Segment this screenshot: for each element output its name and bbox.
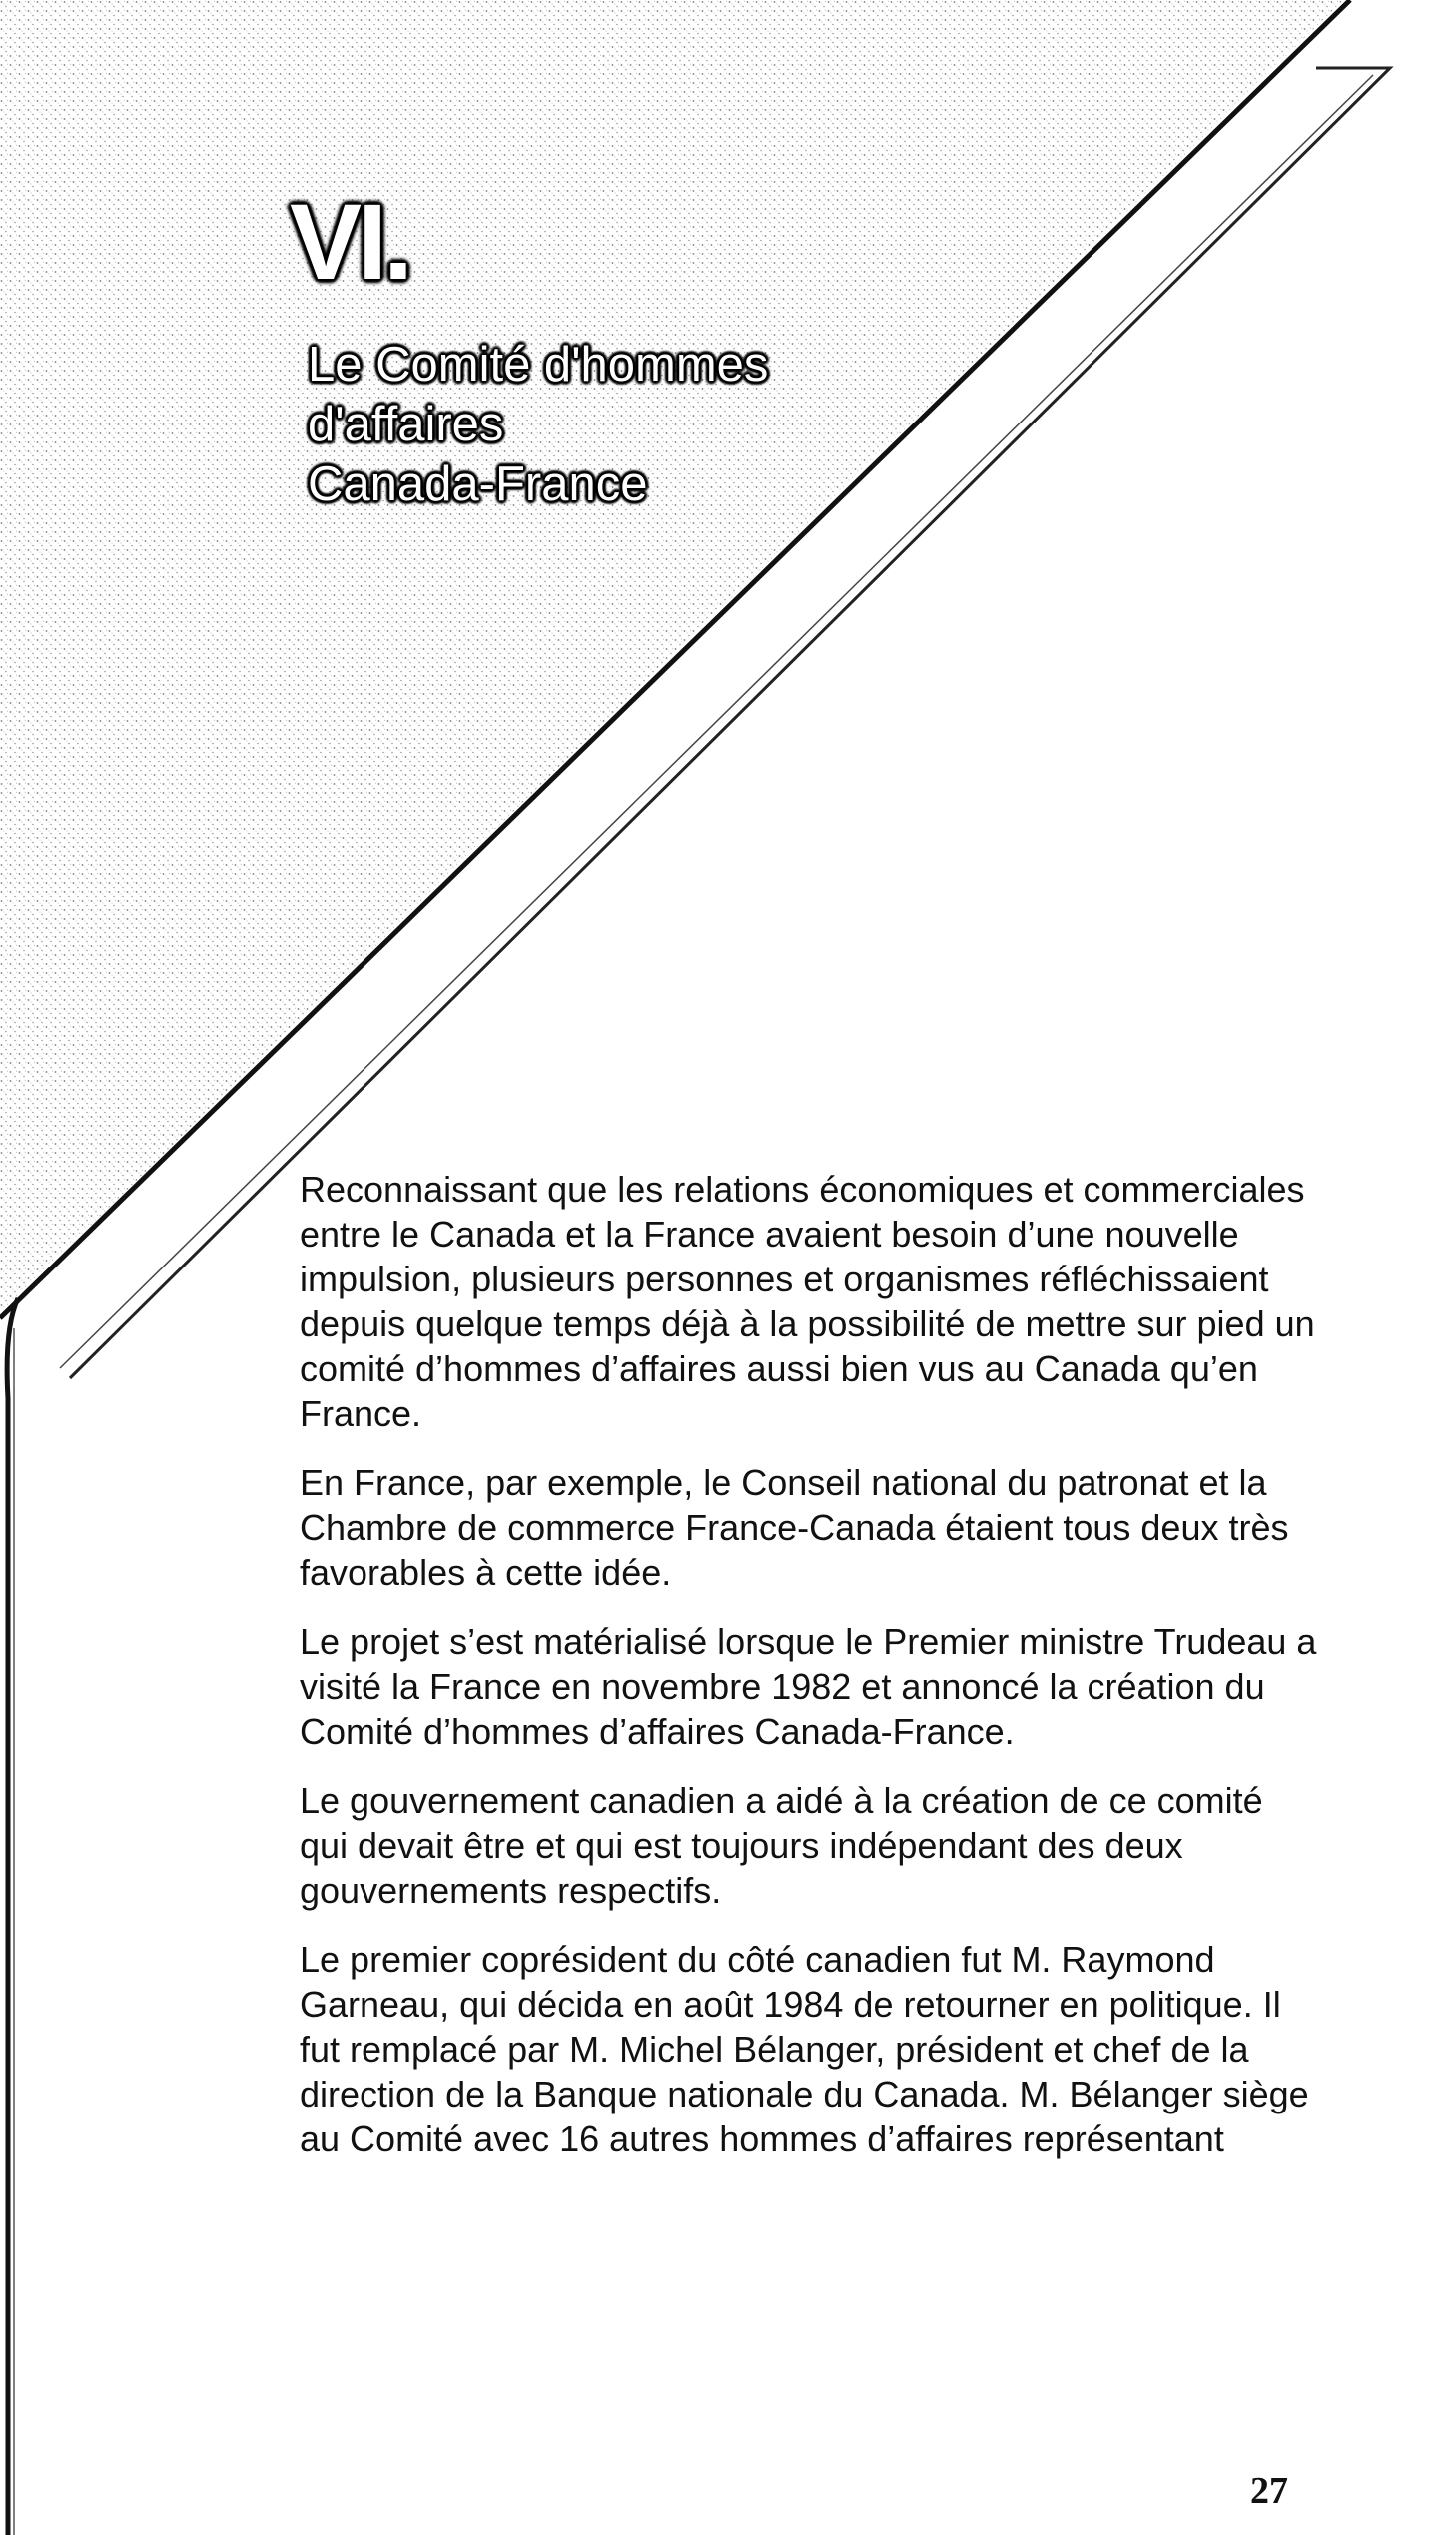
chapter-title-line-3: Canada-France [308, 457, 648, 511]
chapter-title [308, 335, 927, 514]
body-text [300, 1167, 1318, 2185]
paragraph-2: En France, par exemple, le Conseil national du patronat et la Chambre de commerce France-Canada étaient tous deux très favorables à cette idée. [300, 1462, 1289, 1593]
chapter-title-line-2: d'affaires [308, 398, 504, 451]
paragraph-1: Reconnaissant que les relations économiques et commerciales entre le Canada et la France avaient besoin d’une nouvelle impulsion, plusieurs personnes et organismes réfléchissaient depuis quelque temps déjà à la possibilité de mettre sur pied un comité d’hommes d’affaires aussi bien vus au Canada qu’en France. [300, 1169, 1315, 1434]
chapter-title-line-1: Le Comité d'hommes [308, 338, 769, 392]
paragraph-3: Le projet s’est matérialisé lorsque le Premier ministre Trudeau a visité la France en novembre 1982 et annoncé la création du Comité d’hommes d’affaires Canada-France. [300, 1621, 1317, 1752]
paragraph-4: Le gouvernement canadien a aidé à la création de ce comité qui devait être et qui est toujours indépendant des deux gouvernements respectifs. [300, 1780, 1263, 1911]
chapter-number: VI. [290, 181, 410, 302]
speckled-triangle [0, 0, 1343, 1313]
page-number: 27 [1250, 2470, 1288, 2512]
left-binding-edge [7, 1298, 18, 2535]
paragraph-5: Le premier coprésident du côté canadien fut M. Raymond Garneau, qui décida en août 1984 de retourner en politique. Il fut remplacé par M. Michel Bélanger, président et chef de la direction de la Banque nationale du Canada. M. Bélanger siège au Comité avec 16 autres hommes d’affaires représentant [300, 1939, 1309, 2159]
